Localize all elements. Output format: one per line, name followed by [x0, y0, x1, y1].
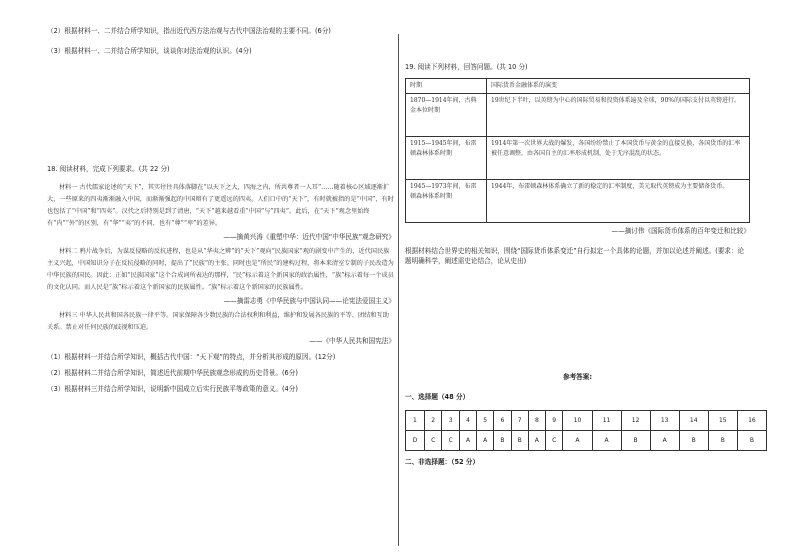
q19-heading: 19. 阅读下列材料，回答问题。(共 10 分)	[405, 63, 528, 71]
table-cell: 19世纪下半叶，以英镑为中心的国际贸易和投资体系遍及全球，90%的国际支付以英镑进行。	[487, 94, 750, 137]
answer-table	[405, 410, 767, 451]
table-header-cell: 时期	[406, 79, 487, 94]
answer-number-cell: 15	[708, 411, 737, 431]
answer-number-cell: 5	[477, 411, 494, 431]
column-divider	[398, 34, 399, 546]
answer-number-cell: 9	[545, 411, 563, 431]
q19-text: 根据材料结合世界史的相关知识，围绕“国际货币体系变迁”自行拟定一个具体的论题，并加以论述并阐述。(要求：论题明确科学，阐述需史论结合，论从史出)	[405, 247, 745, 265]
answer-number-cell: 4	[459, 411, 476, 431]
section-1-label: 一、选择题（48 分）	[405, 393, 470, 401]
answer-number-cell: 16	[737, 411, 766, 431]
left-column	[47, 26, 395, 394]
material-2: 材料二 鸦片战争后，为谋反侵略的反抗进程，也是从“华夷之辨”的“天下”观向“民族国家”观的剧变中产生的，近代国民族主义兴起，中国知识分子在反抗侵略的同时，提出了“民族”的主张。同时也是“所民”的建构过程，将本来清室专制的子民改造为中华民族的国民。因此：正如“民族国家”这个合成词所表达的那样，“民”标示着这个新国家的政治属性，“族”标示着每一个成员的文化认同。而人民是“族”标示着这个新国家的民族属性。“族”标示着这个新国家的民族属性。	[47, 248, 394, 291]
answer-title: 参考答案:	[562, 373, 592, 381]
answer-letter-cell: C	[545, 431, 563, 451]
table-cell: 1870—1914年间，古典金本位时期	[406, 94, 487, 137]
table-cell: 1915—1945年间，布雷顿森林体系时期	[406, 137, 487, 180]
answer-number-cell: 3	[442, 411, 460, 431]
table-row	[406, 180, 750, 223]
table-header-cell: 国际货币金融体系的演变	[487, 79, 750, 94]
answer-letter-cell: B	[679, 431, 708, 451]
answer-letter-cell: A	[563, 431, 592, 451]
answer-letter-cell: C	[442, 431, 460, 451]
table-cell: 1944年，布雷顿森林体系确立了新的稳定的汇率制度，美元取代英镑成为主要储备货币。	[487, 180, 750, 223]
answer-letter-row	[406, 431, 767, 451]
answer-letter-cell: A	[650, 431, 679, 451]
answer-number-cell: 1	[406, 411, 425, 431]
answer-letter-cell: A	[592, 431, 621, 451]
answer-letter-cell: C	[424, 431, 442, 451]
answer-number-cell: 10	[563, 411, 592, 431]
q18-part3: （3）根据材料三并结合所学知识，说明新中国成立后实行民族平等政策的意义。(4分)	[47, 385, 298, 393]
answer-letter-cell: A	[528, 431, 545, 451]
material-3-source: ——《中华人民共和国宪法》	[309, 337, 395, 345]
answer-letter-cell: A	[477, 431, 494, 451]
answer-number-cell: 6	[494, 411, 511, 431]
material-1: 材料一 古代儒家论述的“天下”，其实往往具体落脚在“以天下之大，四海之内，所共尊者一人耳”……随着核心区域逐渐扩大，一些原来的四夷渐渐融入中国，而渐渐强起的中国辩有了更遥远的四夷。人们口中的“天下”，有时就被指的是“中国”，有时也包括了“中国”和“四夷”。汉代之后特别是到了清唐，“天下”越来越看重“中国”与“四夷”。此后，在“天下”观念里始终有“内”“外”的区别，有“华”“夷”的不同，也有“尊”“卑”的差异。	[47, 184, 394, 227]
material-2-source: ——摘雷志勇《中华民族与中国认同——论宪法爱国主义》	[223, 297, 395, 305]
answer-number-cell: 7	[511, 411, 528, 431]
answer-letter-cell: B	[494, 431, 511, 451]
answer-number-cell: 8	[528, 411, 545, 431]
material-1-source: ——摘黄兴涛《重塑中华：近代中国“中华民族”观念研究》	[223, 233, 395, 241]
answer-letter-cell: B	[621, 431, 650, 451]
table-header-row	[406, 79, 750, 94]
currency-table	[405, 78, 750, 223]
q18-part1: （1）根据材料一并结合所学知识，概括古代中国：“天下观”的特点，并分析其形成的原因。(12分)	[47, 353, 336, 361]
table-row	[406, 94, 750, 137]
answer-letter-cell: B	[737, 431, 766, 451]
q18-heading: 18. 阅读材料，完成下列要求。(共 22 分)	[47, 165, 170, 173]
section-2-label: 二、非选择题：（52 分）	[405, 458, 480, 466]
answer-letter-cell: A	[459, 431, 476, 451]
q18-part2: （2）根据材料二并结合所学知识，简述近代前期中华民族观念形成的历史背景。(6分)	[47, 369, 298, 377]
answer-number-cell: 14	[679, 411, 708, 431]
answer-number-cell: 12	[621, 411, 650, 431]
table-source: ——摘讨伟《国际货币体系的百年变迁和比较》	[611, 227, 750, 235]
answer-number-cell: 13	[650, 411, 679, 431]
answer-letter-cell: B	[708, 431, 737, 451]
table-cell: 1945—1973年间，布雷顿森林体系时期	[406, 180, 487, 223]
answer-letter-cell: B	[511, 431, 528, 451]
answer-number-cell: 11	[592, 411, 621, 431]
q17-part3: （3）根据材料一、二并结合所学知识，谈谈你对法治观的认识。(4分)	[47, 47, 252, 55]
table-row	[406, 137, 750, 180]
answer-letter-cell: D	[406, 431, 425, 451]
material-3: 材料三 中华人民共和国各民族一律平等。国家保障各少数民族的合法权利和利益，维护和发展各民族的平等、团结和互助关系。禁止对任何民族的歧视和压迫。	[47, 312, 389, 331]
q17-part2: （2）根据材料一、二并结合所学知识，指出近代西方法治观与古代中国法治观的主要不同。(6分)	[47, 27, 331, 35]
answer-number-row	[406, 411, 767, 431]
right-column	[405, 62, 756, 467]
answer-number-cell: 2	[424, 411, 442, 431]
table-cell: 1914年第一次世界大战的爆发，各国纷纷禁止了本国货币与黄金的直接兑换，各国货币的汇率被任意调整，由各国自主的汇率形成机制，处于无序混乱的状态。	[487, 137, 750, 180]
